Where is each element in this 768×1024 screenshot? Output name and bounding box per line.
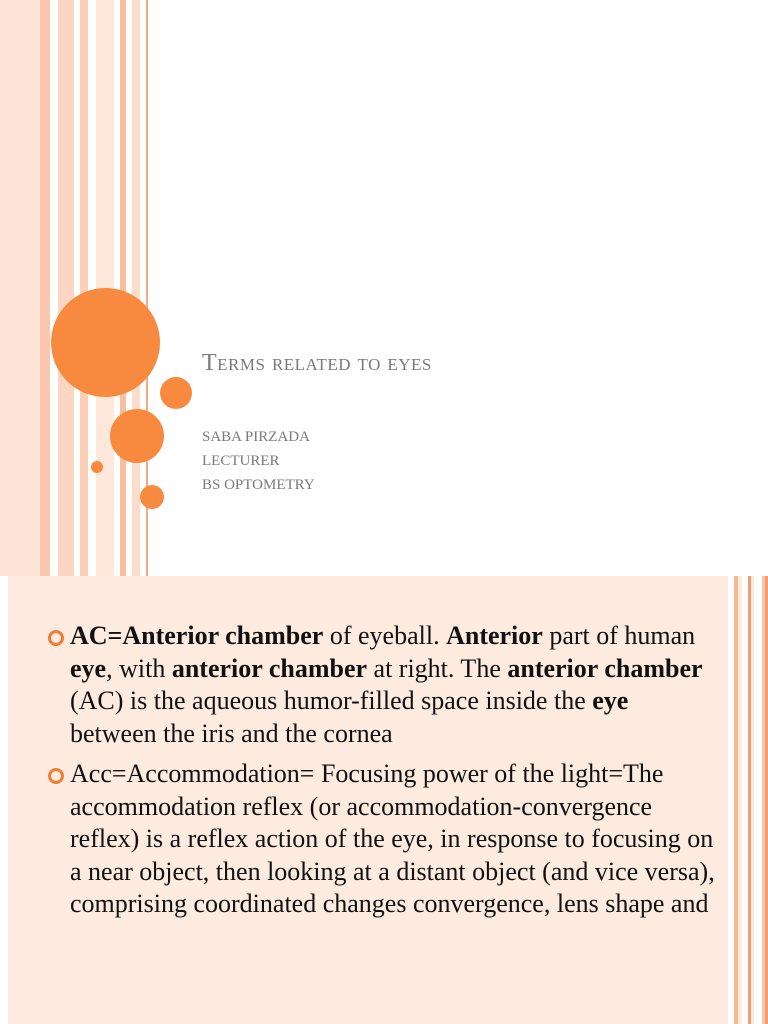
term-text: anterior chamber (507, 653, 703, 683)
term-text: AC=Anterior chamber (70, 621, 324, 650)
decorative-stripes (728, 576, 768, 1024)
author-name: SABA PIRZADA (202, 429, 310, 445)
decorative-circle-medium (110, 409, 164, 463)
list-item (48, 758, 718, 921)
slide-subtitle (202, 425, 315, 497)
content-slide (0, 576, 768, 1024)
decorative-stripes (0, 0, 150, 576)
bullet-list (48, 620, 718, 929)
slide-title: Terms related to eyes (202, 350, 432, 376)
circle-bullet-icon (48, 630, 64, 646)
author-role: LECTURER (202, 453, 280, 469)
circle-bullet-icon (48, 768, 64, 784)
body-text: Acc=Accommodation= Focusing power of the light=The accommodation reflex (or accommodation-convergence reflex) is a reflex action of the eye, in response to focusing on a near object, then looking at a distant object (and vice versa), comprising coordinated changes convergence, lens shape and (70, 759, 715, 918)
decorative-circle-large (51, 288, 160, 397)
decorative-circle-small (140, 485, 164, 509)
body-text: , with (106, 653, 172, 683)
author-program: BS OPTOMETRY (202, 477, 315, 493)
decorative-circle-small (160, 377, 192, 409)
body-text: (AC) is the aqueous humor-filled space inside the (70, 686, 593, 715)
body-text: between the iris and the cornea (70, 718, 393, 748)
body-text: part of human (542, 621, 696, 650)
term-text: eye (592, 686, 629, 715)
term-text: anterior chamber (171, 653, 368, 683)
body-text: of eyeball. (323, 621, 447, 650)
slide-divider (0, 576, 8, 1024)
term-text: Anterior (446, 621, 543, 650)
list-item (48, 620, 718, 750)
term-text: eye (70, 653, 107, 683)
body-text: at right. The (367, 653, 508, 683)
decorative-circle-tiny (91, 461, 103, 473)
